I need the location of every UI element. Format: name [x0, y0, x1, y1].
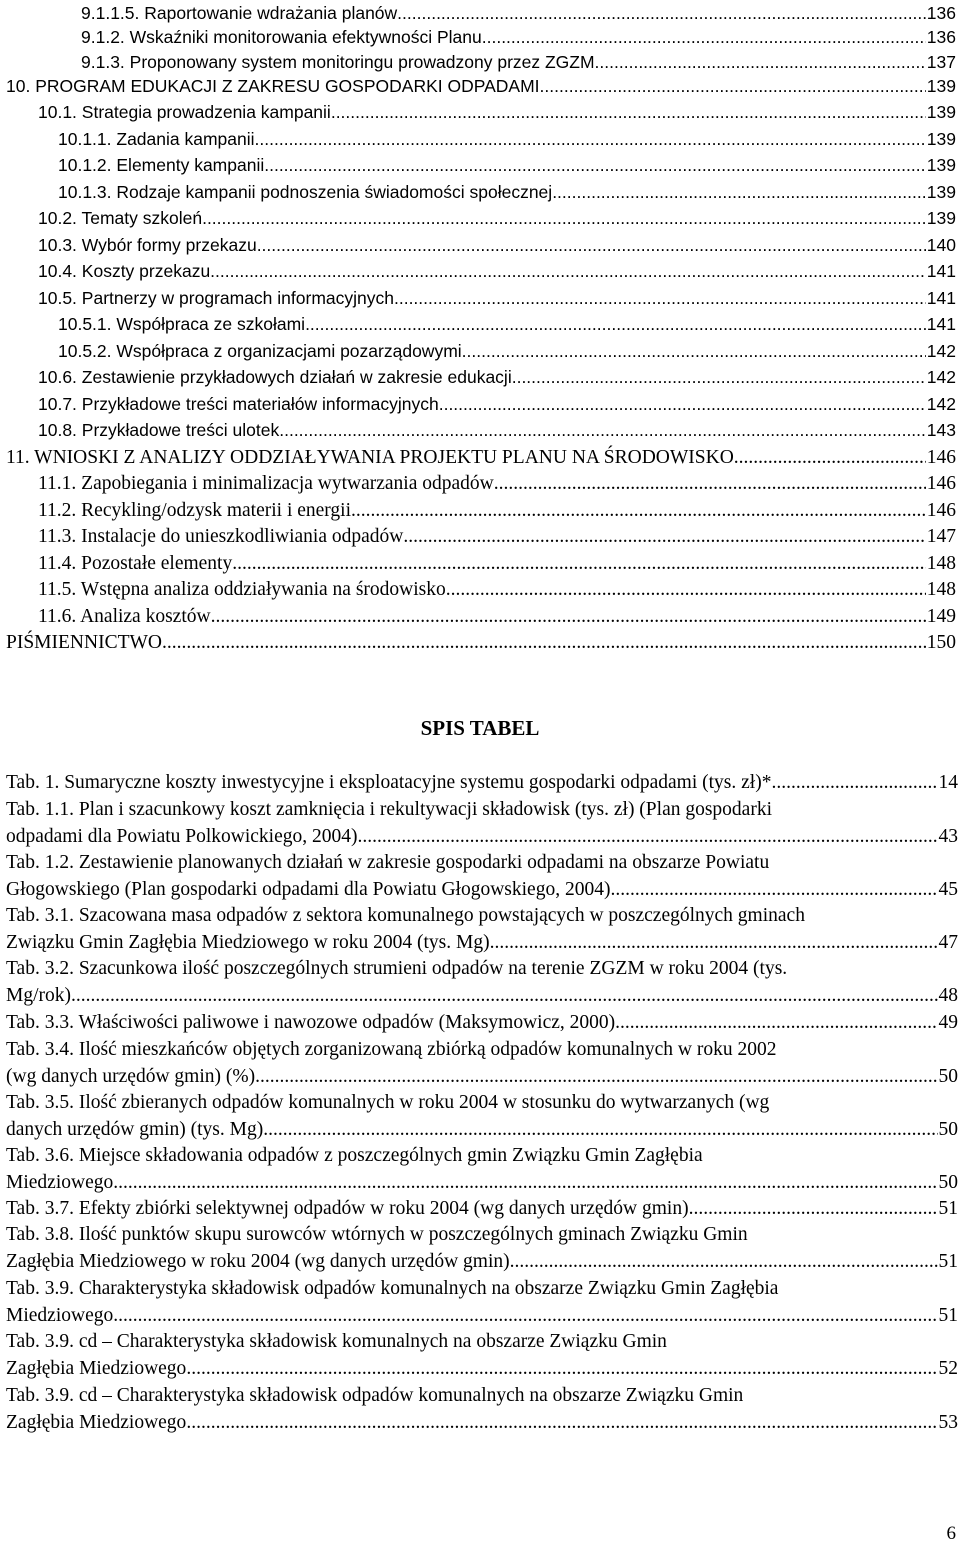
- table-entry-page: 50: [938, 1118, 958, 1140]
- table-entry-title: odpadami dla Powiatu Polkowickiego, 2004): [6, 825, 358, 847]
- toc-entry-title: 10.5.2. Współpraca z organizacjami pozarządowymi: [58, 341, 462, 361]
- table-entry-title: Związku Gmin Zagłębia Miedziowego w roku 2004 (tys. Mg): [6, 931, 490, 953]
- toc-entry[interactable]: [38, 498, 956, 524]
- dot-leader: [490, 930, 938, 957]
- table-list-entry[interactable]: [6, 1383, 958, 1436]
- dot-leader: [279, 417, 926, 443]
- toc-entry-title: 10.7. Przykładowe treści materiałów informacyjnych: [38, 394, 439, 414]
- table-entry-page: 47: [938, 931, 958, 953]
- dot-leader: [71, 983, 938, 1010]
- table-list-entry[interactable]: [6, 797, 958, 850]
- table-entry-page: 43: [938, 825, 958, 847]
- table-entry-title-line: Tab. 3.6. Miejsce składowania odpadów z poszczególnych gmin Związku Gmin Zagłębia: [6, 1145, 703, 1166]
- table-entry-title: Miedziowego: [6, 1304, 114, 1326]
- dot-leader: [264, 152, 926, 178]
- dot-leader: [211, 604, 926, 630]
- table-list-entry[interactable]: [6, 1143, 958, 1196]
- table-entry-title-line: Tab. 3.9. cd – Charakterystyka składowisk odpadów komunalnych na obszarze Związku Gmin: [6, 1385, 744, 1406]
- toc-entry-title: 10.1.3. Rodzaje kampanii podnoszenia świadomości społecznej: [58, 182, 553, 202]
- table-entry-title: Zagłębia Miedziowego w roku 2004 (wg danych urzędów gmin): [6, 1250, 510, 1272]
- table-entry-page: 51: [938, 1250, 958, 1272]
- toc-entry-page: 150: [926, 632, 956, 653]
- toc-entry-page: 141: [926, 261, 956, 281]
- toc-entry-title: 10.5. Partnerzy w programach informacyjnych: [38, 288, 394, 308]
- dot-leader: [351, 498, 926, 524]
- table-entry-title: Tab. 1. Sumaryczne koszty inwestycyjne i eksploatacyjne systemu gospodarki odpadami (tys. zł)*: [6, 772, 772, 793]
- toc-entry[interactable]: [81, 24, 956, 50]
- dot-leader: [610, 877, 937, 904]
- toc-entry-title: 10.1. Strategia prowadzenia kampanii: [38, 102, 331, 122]
- table-entry-last-line: [6, 770, 958, 797]
- table-entry-last-line: [6, 824, 958, 851]
- toc-entry-title: 10.6. Zestawienie przykładowych działań w zakresie edukacji: [38, 367, 512, 387]
- dot-leader: [113, 1303, 937, 1330]
- table-list-entry[interactable]: [6, 903, 958, 956]
- dot-leader: [439, 391, 926, 417]
- table-entry-last-line: [6, 1303, 958, 1330]
- toc-entry[interactable]: [38, 258, 956, 284]
- table-entry-title-line: Tab. 3.8. Ilość punktów skupu surowców wtórnych w poszczególnych gminach Związku Gmin: [6, 1224, 748, 1245]
- table-list-entry[interactable]: [6, 1222, 958, 1275]
- toc-entry-title: 10.5.1. Współpraca ze szkołami: [58, 314, 306, 334]
- table-list-entry[interactable]: [6, 850, 958, 903]
- toc-entry-page: 136: [926, 3, 956, 23]
- toc-entry-title: 10.3. Wybór formy przekazu: [38, 235, 257, 255]
- toc-entry[interactable]: [38, 232, 956, 258]
- table-entry-last-line: [6, 1170, 958, 1197]
- toc-entry-page: 142: [926, 341, 956, 361]
- toc-entry-title: 10.8. Przykładowe treści ulotek: [38, 420, 280, 440]
- table-entry-title-line: Tab. 3.1. Szacowana masa odpadów z sektora komunalnego powstających w poszczególnych gminach: [6, 905, 805, 926]
- toc-entry-title: PIŚMIENNICTWO: [6, 632, 162, 653]
- dot-leader: [232, 551, 926, 577]
- toc-entry[interactable]: [38, 99, 956, 125]
- toc-entry-page: 147: [926, 526, 956, 547]
- dot-leader: [263, 1117, 937, 1144]
- table-entry-title-line: Tab. 3.5. Ilość zbieranych odpadów komunalnych w roku 2004 w stosunku do wytwarzanych (wg: [6, 1092, 770, 1113]
- table-entry-page: 50: [938, 1065, 958, 1087]
- dot-leader: [186, 1356, 937, 1383]
- toc-entry-title: 11. WNIOSKI Z ANALIZY ODDZIAŁYWANIA PROJEKTU PLANU NA ŚRODOWISKO: [6, 447, 734, 468]
- toc-entry-page: 136: [926, 27, 956, 47]
- toc-entry[interactable]: [38, 364, 956, 390]
- table-entry-page: 14: [938, 772, 958, 793]
- toc-entry[interactable]: [38, 471, 956, 497]
- toc-entry[interactable]: [81, 49, 956, 75]
- dot-leader: [599, 49, 925, 75]
- table-entry-last-line: [6, 1249, 958, 1276]
- toc-entry-title: 9.1.2. Wskaźniki monitorowania efektywności Planu.: [81, 27, 487, 47]
- table-entry-title: Miedziowego: [6, 1171, 114, 1193]
- table-entry-last-line: [6, 983, 958, 1010]
- toc-entry-title: 10. PROGRAM EDUKACJI Z ZAKRESU GOSPODARKI ODPADAMI: [6, 76, 540, 96]
- toc-entry-page: 137: [926, 52, 956, 72]
- toc-entry-title: 10.2. Tematy szkoleń: [38, 208, 203, 228]
- toc-entry-page: 146: [926, 500, 956, 521]
- toc-entry[interactable]: [38, 205, 956, 231]
- toc-entry-page: 148: [926, 579, 956, 600]
- dot-leader: [494, 471, 926, 497]
- dot-leader: [510, 1249, 938, 1276]
- dot-leader: [113, 1170, 937, 1197]
- toc-entry-page: 141: [926, 314, 956, 334]
- table-list-entry[interactable]: [6, 1010, 958, 1037]
- table-entry-title: Zagłębia Miedziowego: [6, 1411, 187, 1433]
- toc-entry-page: 142: [926, 394, 956, 414]
- table-entry-title-line: Tab. 1.2. Zestawienie planowanych działań w zakresie gospodarki odpadami na obszarze Powiatu: [6, 852, 770, 873]
- toc-entry-page: 149: [926, 606, 956, 627]
- toc-entry[interactable]: [6, 630, 956, 656]
- toc-entry[interactable]: [38, 285, 956, 311]
- dot-leader: [540, 73, 926, 99]
- dot-leader: [255, 126, 926, 152]
- table-entry-title: (wg danych urzędów gmin) (%): [6, 1065, 256, 1087]
- table-list-entry[interactable]: [6, 956, 958, 1009]
- toc-entry-title: 11.6. Analiza kosztów: [38, 606, 211, 627]
- dot-leader: [257, 232, 926, 258]
- table-entry-last-line: [6, 1410, 958, 1437]
- toc-entry-title: 9.1.3. Proponowany system monitoringu prowadzony przez ZGZM.: [81, 52, 600, 72]
- dot-leader: [771, 770, 937, 797]
- table-list-entry[interactable]: [6, 1329, 958, 1382]
- toc-entry-page: 139: [926, 182, 956, 202]
- toc-entry-page: 139: [926, 129, 956, 149]
- dot-leader: [397, 0, 926, 26]
- dot-leader: [394, 285, 926, 311]
- toc-entry-page: 148: [926, 553, 956, 574]
- toc-entry-page: 139: [926, 155, 956, 175]
- dot-leader: [305, 311, 926, 337]
- dot-leader: [512, 364, 926, 390]
- table-entry-page: 48: [938, 984, 958, 1006]
- table-entry-title-line: Tab. 3.9. cd – Charakterystyka składowisk komunalnych na obszarze Związku Gmin: [6, 1331, 667, 1352]
- toc-entry-page: 142: [926, 367, 956, 387]
- toc-entry-page: 143: [926, 420, 956, 440]
- table-entry-last-line: [6, 1356, 958, 1383]
- toc-entry-page: 139: [926, 76, 956, 96]
- table-entry-page: 53: [938, 1411, 958, 1433]
- toc-entry[interactable]: [58, 126, 956, 152]
- table-entry-title-line: Tab. 3.4. Ilość mieszkańców objętych zorganizowaną zbiórką odpadów komunalnych w roku 2002: [6, 1039, 777, 1060]
- dot-leader: [255, 1064, 937, 1091]
- table-entry-title: danych urzędów gmin) (tys. Mg): [6, 1118, 264, 1140]
- dot-leader: [162, 630, 926, 656]
- table-entry-title-line: Tab. 1.1. Plan i szacunkowy koszt zamknięcia i rekultywacji składowisk (tys. zł) (Plan gospodarki: [6, 799, 773, 820]
- table-list-entry[interactable]: [6, 1090, 958, 1143]
- table-entry-page: 51: [938, 1304, 958, 1326]
- toc-entry-page: 139: [926, 208, 956, 228]
- dot-leader: [552, 179, 926, 205]
- table-list-entry[interactable]: [6, 770, 958, 797]
- toc-entry[interactable]: [81, 0, 956, 26]
- toc-entry[interactable]: [58, 152, 956, 178]
- toc-entry-page: 146: [926, 473, 956, 494]
- dot-leader: [446, 577, 926, 603]
- toc-entry[interactable]: [38, 391, 956, 417]
- toc-entry-page: 141: [926, 288, 956, 308]
- table-list-entry[interactable]: [6, 1276, 958, 1329]
- toc-entry[interactable]: [38, 604, 956, 630]
- table-entry-page: 45: [938, 878, 958, 900]
- table-entry-title: Tab. 3.7. Efekty zbiórki selektywnej odpadów w roku 2004 (wg danych urzędów gmin): [6, 1198, 689, 1219]
- toc-entry[interactable]: [58, 311, 956, 337]
- table-entry-last-line: [6, 1010, 958, 1037]
- table-entry-last-line: [6, 877, 958, 904]
- dot-leader: [689, 1196, 938, 1223]
- table-entry-last-line: [6, 1196, 958, 1223]
- toc-entry[interactable]: [6, 73, 956, 99]
- dot-leader: [210, 258, 926, 284]
- toc-entry-title: 9.1.1.5. Raportowanie wdrażania planów: [81, 3, 398, 23]
- toc-entry[interactable]: [38, 524, 956, 550]
- table-entry-last-line: [6, 1064, 958, 1091]
- dot-leader: [403, 524, 925, 550]
- dot-leader: [487, 24, 926, 50]
- dot-leader: [331, 99, 926, 125]
- table-entry-page: 52: [938, 1357, 958, 1379]
- table-entry-page: 49: [938, 1012, 958, 1033]
- toc-entry[interactable]: [58, 338, 956, 364]
- toc-entry-page: 146: [926, 447, 956, 468]
- toc-entry[interactable]: [38, 417, 956, 443]
- table-entry-title: Zagłębia Miedziowego: [6, 1357, 187, 1379]
- dot-leader: [462, 338, 926, 364]
- table-entry-last-line: [6, 930, 958, 957]
- table-entry-page: 50: [938, 1171, 958, 1193]
- toc-entry-title: 11.5. Wstępna analiza oddziaływania na środowisko: [38, 579, 446, 600]
- table-entry-title-line: Tab. 3.2. Szacunkowa ilość poszczególnych strumieni odpadów na terenie ZGZM w roku 2004 (tys.: [6, 958, 788, 979]
- toc-entry[interactable]: [58, 179, 956, 205]
- dot-leader: [358, 824, 938, 851]
- dot-leader: [615, 1010, 937, 1037]
- page-number: 6: [946, 1523, 956, 1544]
- toc-entry[interactable]: [38, 577, 956, 603]
- toc-entry-title: 11.4. Pozostałe elementy: [38, 553, 233, 574]
- table-entry-title: Mg/rok): [6, 984, 71, 1006]
- toc-entry-title: 10.4. Koszty przekazu: [38, 261, 211, 281]
- table-entry-title-line: Tab. 3.9. Charakterystyka składowisk odpadów komunalnych na obszarze Związku Gmin Zagłębia: [6, 1278, 779, 1299]
- table-entry-page: 51: [938, 1198, 958, 1219]
- toc-entry-title: 11.1. Zapobiegania i minimalizacja wytwarzania odpadów: [38, 473, 494, 494]
- table-list-entry[interactable]: [6, 1196, 958, 1223]
- table-entry-last-line: [6, 1117, 958, 1144]
- tables-list-heading: SPIS TABEL: [420, 716, 540, 740]
- toc-entry-title: 11.3. Instalacje do unieszkodliwiania odpadów: [38, 526, 404, 547]
- table-entry-title: Głogowskiego (Plan gospodarki odpadami dla Powiatu Głogowskiego, 2004): [6, 878, 611, 900]
- table-entry-title: Tab. 3.3. Właściwości paliwowe i nawozowe odpadów (Maksymowicz, 2000): [6, 1012, 616, 1033]
- toc-entry-title: 10.1.1. Zadania kampanii: [58, 129, 255, 149]
- toc-entry-title: 10.1.2. Elementy kampanii: [58, 155, 265, 175]
- toc-entry[interactable]: [6, 445, 956, 471]
- dot-leader: [734, 445, 926, 471]
- toc-entry-page: 139: [926, 102, 956, 122]
- toc-entry-title: 11.2. Recykling/odzysk materii i energii: [38, 500, 352, 521]
- toc-entry-page: 140: [926, 235, 956, 255]
- toc-entry[interactable]: [38, 551, 956, 577]
- dot-leader: [202, 205, 926, 231]
- dot-leader: [186, 1410, 937, 1437]
- table-list-entry[interactable]: [6, 1037, 958, 1090]
